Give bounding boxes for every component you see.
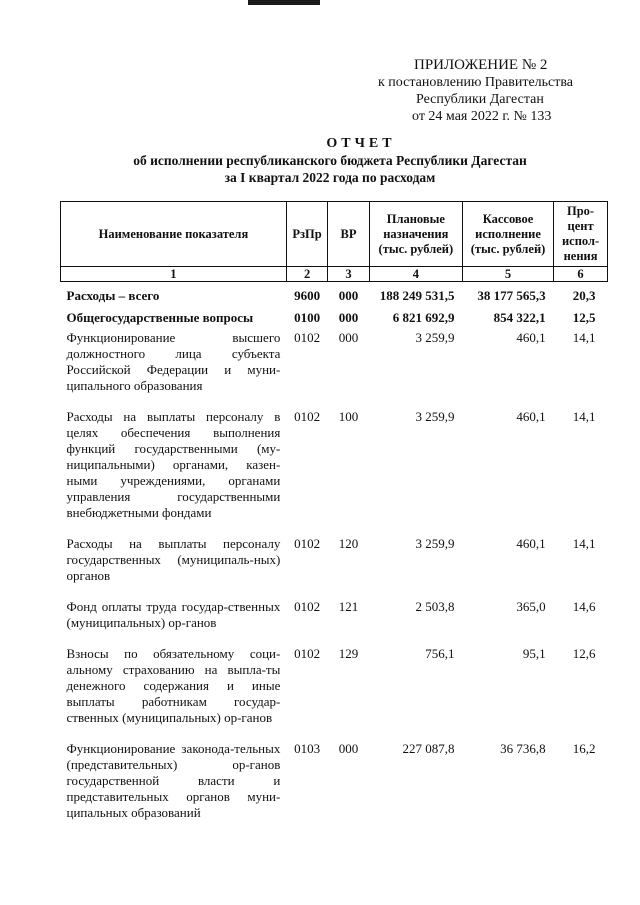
row-executed: 460,1 — [516, 409, 546, 424]
column-number: 5 — [462, 267, 553, 282]
row-planned: 6 821 692,9 — [392, 310, 455, 325]
row-percent: 14,1 — [572, 330, 596, 345]
table-row — [61, 526, 608, 589]
table-row — [61, 399, 608, 526]
row-executed: 36 736,8 — [500, 741, 546, 756]
row-rzpr: 0102 — [294, 536, 321, 551]
column-number: 1 — [61, 267, 287, 282]
row-planned: 3 259,9 — [415, 409, 455, 424]
appendix-decree: к постановлению Правительства — [378, 75, 574, 90]
column-number: 4 — [369, 267, 462, 282]
table-row — [61, 589, 608, 636]
table-row — [61, 636, 608, 731]
row-name: Функционирование высшего должностного лица субъекта Российской Федерации и муни-ципального образования — [66, 330, 281, 393]
row-vr: 000 — [338, 330, 359, 345]
row-planned: 3 259,9 — [415, 536, 455, 551]
table-row — [61, 282, 608, 309]
header-planned: Плановые назначения (тыс. рублей) — [369, 202, 462, 267]
table-row — [61, 308, 608, 330]
header-vr: ВР — [328, 202, 369, 267]
row-name: Фонд оплаты труда государ-ственных (муниципальных) ор-ганов — [66, 599, 281, 630]
row-percent: 16,2 — [572, 741, 596, 756]
row-vr: 000 — [338, 288, 359, 303]
column-number: 6 — [554, 267, 608, 282]
row-executed: 460,1 — [516, 536, 546, 551]
row-rzpr: 0103 — [294, 741, 321, 756]
row-vr: 000 — [338, 741, 359, 756]
row-name: Расходы на выплаты персоналу государственных (муниципаль-ных) органов — [66, 536, 281, 583]
header-execution-percent: Про-цент испол-нения — [554, 202, 608, 267]
row-name: Расходы на выплаты персоналу в целях обеспечения выполнения функций государственными (му-ниципальными) органами, казен-ными учреждениями, органами управления государственными внебюджетными фондами — [66, 409, 281, 520]
row-planned: 2 503,8 — [415, 599, 455, 614]
row-percent: 14,6 — [572, 599, 596, 614]
table-header-row — [61, 202, 608, 267]
row-planned: 3 259,9 — [415, 330, 455, 345]
report-subtitle — [60, 152, 600, 186]
row-name: Общегосударственные вопросы — [66, 310, 254, 325]
appendix-date: от 24 мая 2022 г. № 133 — [412, 109, 552, 124]
header-indicator-name: Наименование показателя — [61, 202, 287, 267]
table-row — [61, 731, 608, 826]
row-vr: 120 — [338, 536, 359, 551]
header-rzpr: РзПр — [286, 202, 327, 267]
row-vr: 129 — [338, 646, 359, 661]
row-vr: 000 — [338, 310, 359, 325]
row-rzpr: 0102 — [294, 409, 321, 424]
row-percent: 14,1 — [572, 409, 596, 424]
appendix-block — [356, 57, 606, 125]
table-column-numbers-row — [61, 267, 608, 282]
row-executed: 38 177 565,3 — [477, 288, 546, 303]
report-subtitle-line-1: об исполнении республиканского бюджета Республики Дагестан — [133, 153, 527, 168]
row-planned: 756,1 — [425, 646, 455, 661]
row-name: Функционирование законода-тельных (представительных) ор-ганов государственной власти и представительных органов муни-ципальных образований — [66, 741, 281, 820]
row-percent: 20,3 — [572, 288, 596, 303]
row-vr: 121 — [338, 599, 359, 614]
row-executed: 365,0 — [516, 599, 546, 614]
row-planned: 227 087,8 — [402, 741, 455, 756]
report-subtitle-line-2: за I квартал 2022 года по расходам — [224, 170, 436, 185]
row-name: Взносы по обязательному соци-альному страхованию на выпла-ты денежного содержания и иные выплаты работникам государ-ственных (муниципальных) ор-ганов — [66, 646, 281, 725]
row-executed: 95,1 — [522, 646, 546, 661]
row-vr: 100 — [338, 409, 359, 424]
row-percent: 14,1 — [572, 536, 596, 551]
row-executed: 854 322,1 — [493, 310, 546, 325]
header-cash-execution: Кассовое исполнение (тыс. рублей) — [462, 202, 553, 267]
table-row — [61, 330, 608, 399]
row-executed: 460,1 — [516, 330, 546, 345]
row-percent: 12,5 — [572, 310, 596, 325]
appendix-republic: Республики Дагестан — [416, 92, 544, 107]
appendix-number: ПРИЛОЖЕНИЕ № 2 — [414, 57, 548, 73]
row-name: Расходы – всего — [66, 288, 160, 303]
expenditure-table — [60, 201, 608, 826]
row-rzpr: 0100 — [294, 310, 321, 325]
row-percent: 12,6 — [572, 646, 596, 661]
row-rzpr: 9600 — [294, 288, 321, 303]
scan-artifact-mark — [248, 0, 320, 5]
column-number: 2 — [286, 267, 327, 282]
column-number: 3 — [328, 267, 369, 282]
row-rzpr: 0102 — [294, 646, 321, 661]
row-rzpr: 0102 — [294, 599, 321, 614]
row-rzpr: 0102 — [294, 330, 321, 345]
row-planned: 188 249 531,5 — [379, 288, 455, 303]
report-title: ОТЧЕТ — [326, 136, 396, 151]
